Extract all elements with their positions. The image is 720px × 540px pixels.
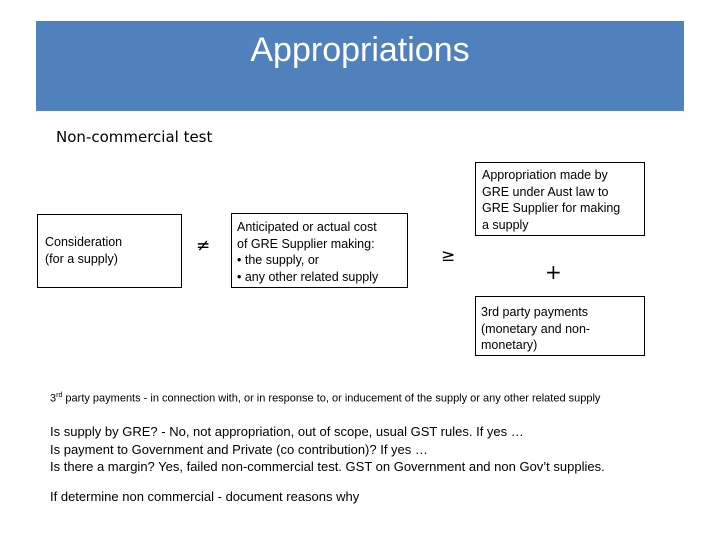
appropriation-line-4: a supply: [482, 217, 529, 232]
appropriation-line-3: GRE Supplier for making: [482, 201, 621, 215]
not-equal-symbol: ≠: [196, 236, 211, 256]
page-title: Appropriations: [250, 31, 470, 69]
definition-text: party payments - in connection with, or in response to, or inducement of the supply or any other related supply: [62, 392, 601, 405]
conclusion-text: If determine non commercial - document reasons why: [50, 489, 360, 504]
cost-line-1: Anticipated or actual cost: [237, 220, 377, 234]
subtitle: Non-commercial test: [56, 128, 213, 146]
question-1: Is supply by GRE? - No, not appropriation, out of scope, usual GST rules. If yes …: [50, 424, 524, 439]
appropriation-line-1: Appropriation made by: [482, 168, 608, 182]
definition-prefix: 3: [50, 392, 57, 405]
question-3: Is there a margin? Yes, failed non-commercial test. GST on Government and non Gov’t supplies.: [50, 459, 605, 474]
consideration-line-2: (for a supply): [45, 251, 118, 266]
cost-line-2: of GRE Supplier making:: [237, 236, 375, 251]
cost-box: [231, 213, 408, 288]
third-party-line-1: 3rd party payments: [481, 305, 588, 319]
greater-or-equal-symbol: ≥: [441, 246, 456, 266]
questions-list: [50, 423, 605, 476]
consideration-box: [37, 214, 182, 288]
cost-line-4: • any other related supply: [237, 269, 379, 284]
definition-superscript: rd: [56, 392, 63, 399]
title-banner: [36, 21, 684, 111]
question-2: Is payment to Government and Private (co contribution)? If yes …: [50, 441, 428, 457]
appropriation-box: [475, 162, 645, 236]
appropriation-line-2: GRE under Aust law to: [482, 184, 609, 199]
consideration-line-1: Consideration: [45, 235, 123, 249]
third-party-definition: [50, 392, 600, 405]
third-party-line-2: (monetary and non-: [481, 321, 591, 336]
third-party-line-3: monetary): [481, 338, 538, 352]
cost-line-3: • the supply, or: [237, 253, 319, 267]
third-party-box: [475, 296, 645, 356]
plus-symbol: +: [545, 260, 562, 284]
